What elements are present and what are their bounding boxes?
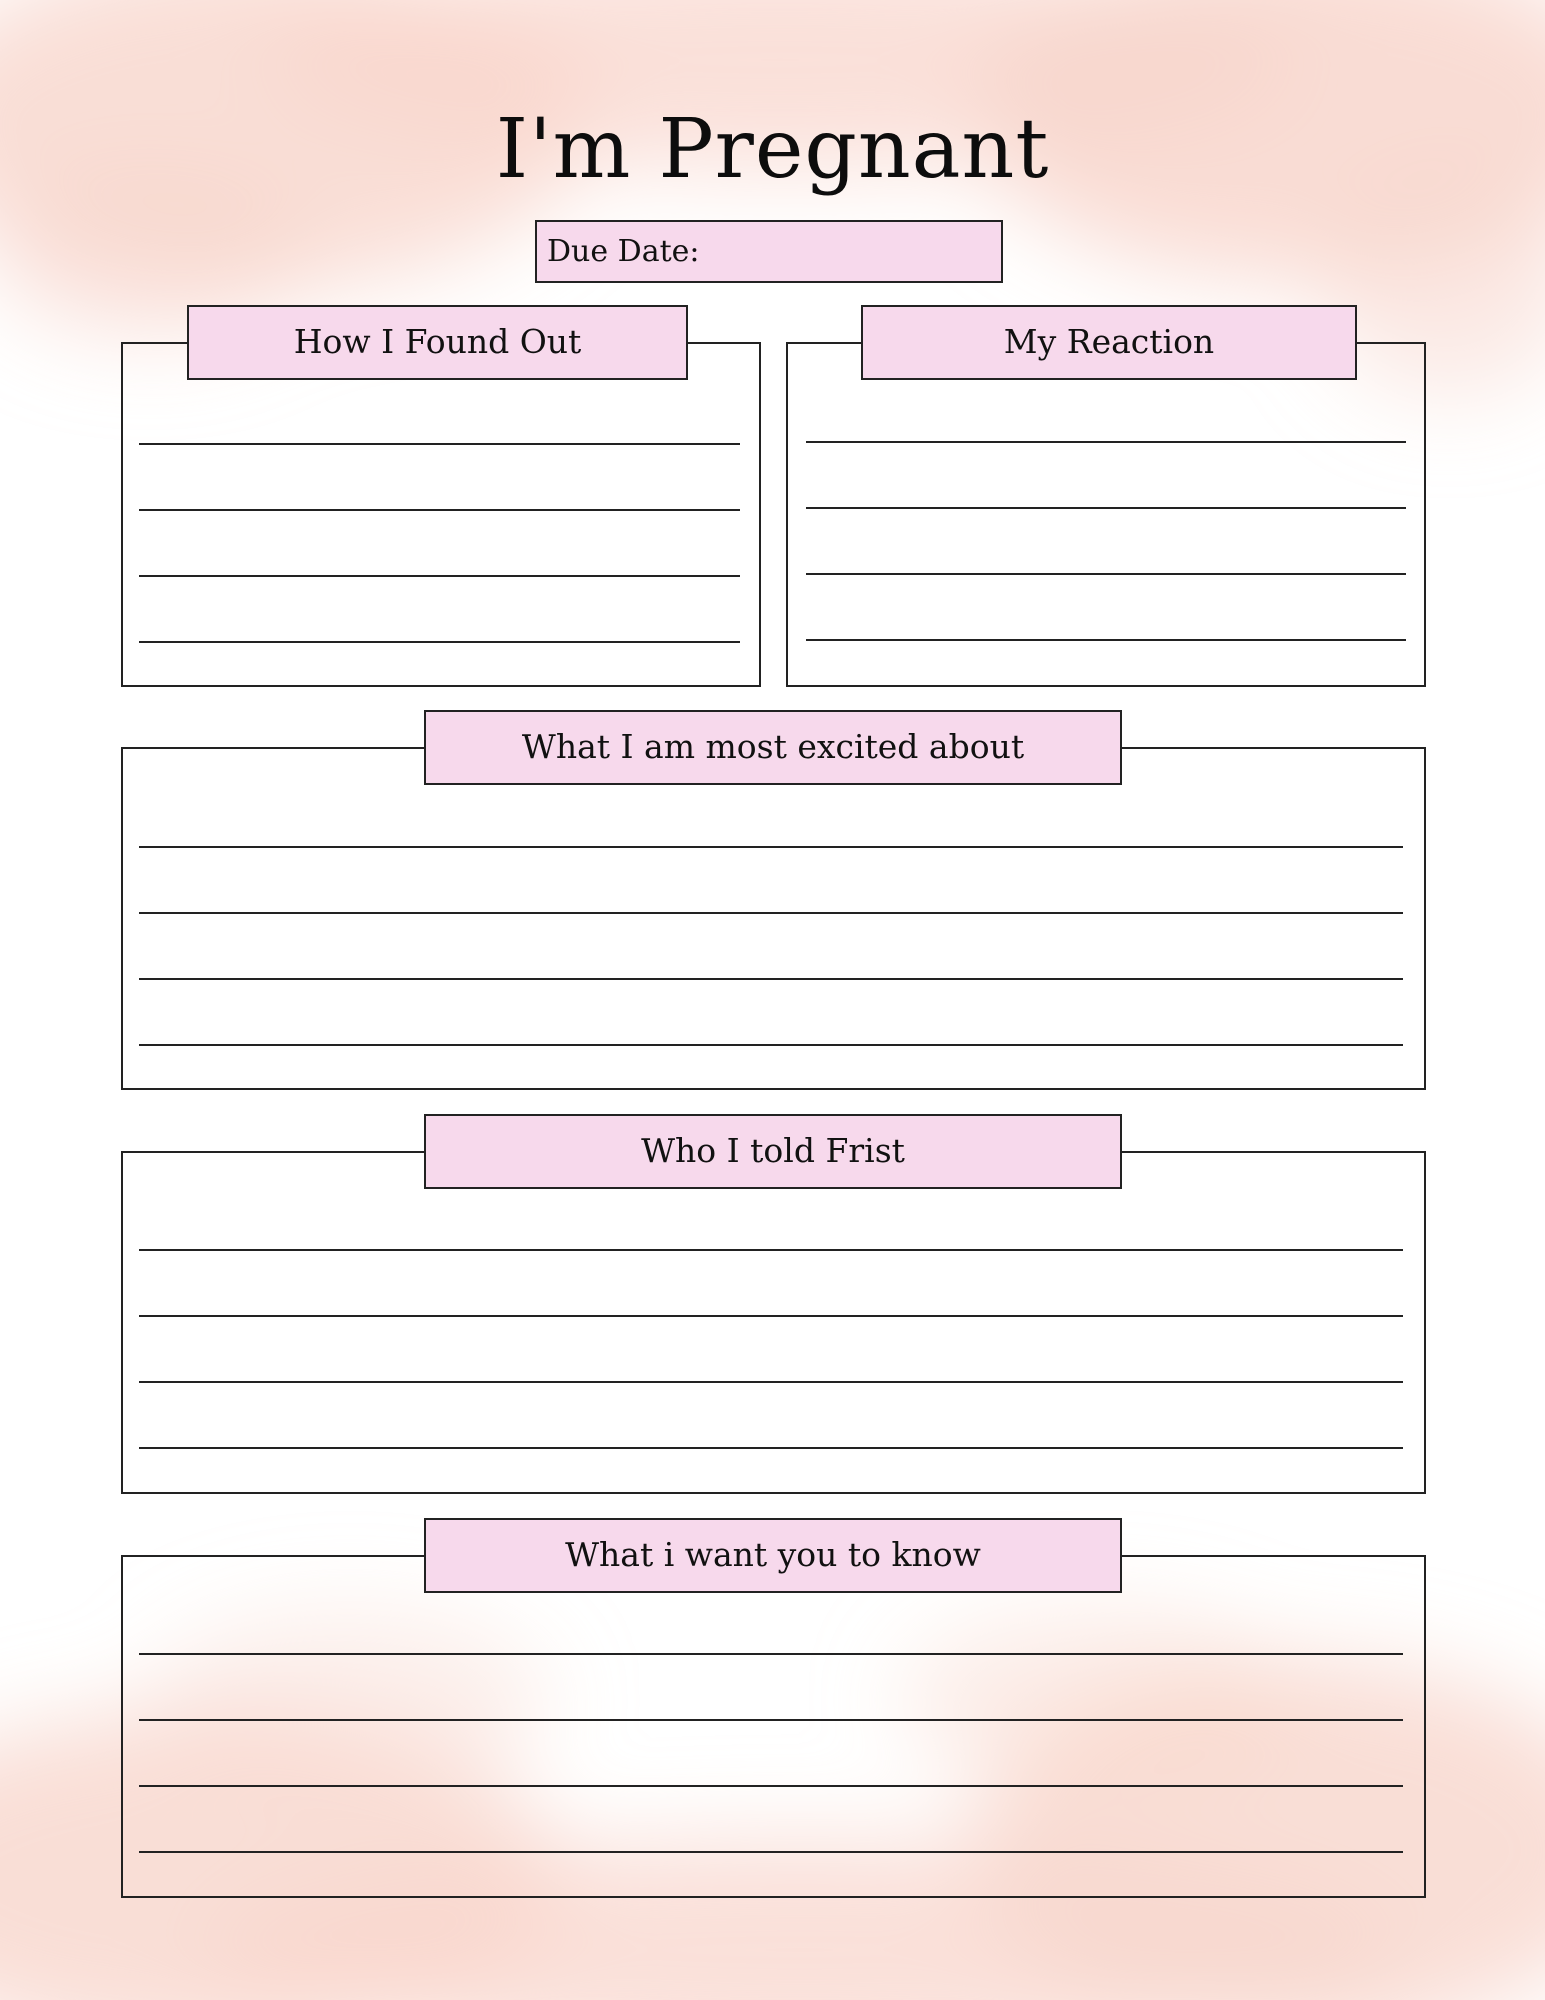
excited-box[interactable] (121, 747, 1426, 1090)
writing-line[interactable] (139, 1315, 1403, 1317)
writing-line[interactable] (139, 978, 1403, 980)
writing-line[interactable] (139, 846, 1403, 848)
page-title: I'm Pregnant (495, 102, 1050, 197)
writing-line[interactable] (806, 507, 1406, 509)
writing-line[interactable] (806, 441, 1406, 443)
writing-line[interactable] (139, 1851, 1403, 1853)
due-date-label: Due Date: (547, 234, 700, 269)
writing-line[interactable] (139, 575, 740, 577)
reaction-box[interactable] (786, 342, 1426, 687)
writing-line[interactable] (806, 639, 1406, 641)
writing-line[interactable] (139, 641, 740, 643)
writing-line[interactable] (139, 1249, 1403, 1251)
writing-line[interactable] (139, 1653, 1403, 1655)
writing-line[interactable] (139, 912, 1403, 914)
writing-line[interactable] (139, 1785, 1403, 1787)
writing-line[interactable] (139, 1044, 1403, 1046)
found-out-box[interactable] (121, 342, 761, 687)
want-know-heading: What i want you to know (424, 1518, 1122, 1593)
told-first-box[interactable] (121, 1151, 1426, 1494)
writing-line[interactable] (139, 1447, 1403, 1449)
found-out-heading: How I Found Out (187, 305, 688, 380)
reaction-heading: My Reaction (861, 305, 1357, 380)
due-date-field[interactable] (535, 220, 1003, 283)
writing-line[interactable] (139, 1381, 1403, 1383)
want-know-box[interactable] (121, 1555, 1426, 1898)
writing-line[interactable] (139, 443, 740, 445)
told-first-heading: Who I told Frist (424, 1114, 1122, 1189)
writing-line[interactable] (806, 573, 1406, 575)
writing-line[interactable] (139, 509, 740, 511)
writing-line[interactable] (139, 1719, 1403, 1721)
excited-heading: What I am most excited about (424, 710, 1122, 785)
